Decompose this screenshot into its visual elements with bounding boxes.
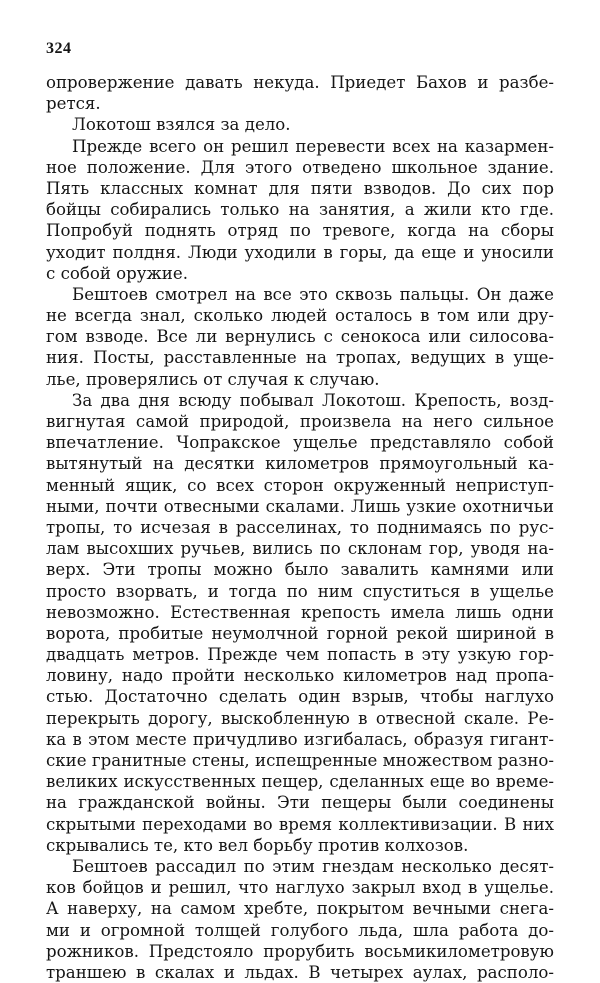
- text-line: ка в этом месте причудливо изгибалась, образуя гигант-: [46, 729, 554, 749]
- text-line: стью. Достаточно сделать один взрыв, чтобы наглухо: [46, 687, 554, 707]
- text-line: двадцать метров. Прежде чем попасть в эту узкую гор-: [46, 645, 554, 665]
- text-line: ными, почти отвесными скалами. Лишь узкие охотничьи: [46, 496, 554, 516]
- text-line: Пять классных комнат для пяти взводов. До сих пор: [46, 178, 554, 198]
- text-line: ков бойцов и решил, что наглухо закрыл вход в ущелье.: [46, 878, 554, 898]
- text-line: ские гранитные стены, испещренные множеством разно-: [46, 751, 554, 770]
- text-line: Бештоев рассадил по этим гнездам несколько десят-: [72, 856, 554, 876]
- text-line: невозможно. Естественная крепость имела лишь одни: [46, 602, 554, 622]
- text-line: просто взорвать, и тогда по ним спуститься в ущелье: [46, 581, 554, 601]
- text-line: рожников. Предстояло прорубить восьмикилометровую: [46, 941, 554, 961]
- text-line: с собой оружие.: [46, 263, 188, 283]
- body-text: [46, 72, 554, 983]
- text-line: ворота, пробитые неумолчной горной рекой шириной в: [46, 623, 554, 643]
- text-line: менный ящик, со всех сторон окруженный неприступ-: [46, 475, 554, 495]
- text-line: впечатление. Чопракское ущелье представляло собой: [46, 433, 554, 453]
- text-line: Попробуй поднять отряд по тревоге, когда на сборы: [46, 221, 554, 241]
- text-line: Локотош взялся за дело.: [72, 115, 291, 135]
- text-line: траншею в скалах и льдах. В четырех аулах, располо-: [46, 962, 554, 982]
- page-number: 324: [46, 40, 72, 57]
- text-line: ния. Посты, расставленные на тропах, ведущих в уще-: [46, 348, 554, 368]
- text-line: перекрыть дорогу, выскобленную в отвесной скале. Ре-: [46, 708, 554, 728]
- text-line: верх. Эти тропы можно было завалить камнями или: [46, 560, 554, 580]
- text-line: великих искусственных пещер, сделанных еще во време-: [46, 772, 554, 792]
- text-line: А наверху, на самом хребте, покрытом вечными снега-: [46, 899, 554, 919]
- text-line: вытянутый на десятки километров прямоугольный ка-: [46, 454, 554, 474]
- text-line: рется.: [46, 94, 101, 114]
- text-line: на гражданской войны. Эти пещеры были соединены: [46, 793, 554, 813]
- text-line: не всегда знал, сколько людей осталось в том или дру-: [46, 306, 554, 326]
- text-line: лье, проверялись от случая к случаю.: [46, 369, 380, 389]
- text-line: ное положение. Для этого отведено школьное здание.: [46, 157, 554, 177]
- text-line: ловину, надо пройти несколько километров над пропа-: [46, 666, 554, 686]
- text-line: За два дня всюду побывал Локотош. Крепость, возд-: [72, 390, 554, 410]
- text-line: опровержение давать некуда. Приедет Бахов и разбе-: [46, 73, 554, 92]
- text-line: гом взводе. Все ли вернулись с сенокоса или силосова-: [46, 327, 554, 347]
- text-line: скрытыми переходами во время коллективизации. В них: [46, 814, 554, 834]
- text-line: ми и огромной толщей голубого льда, шла работа до-: [46, 920, 554, 940]
- text-line: уходит полдня. Люди уходили в горы, да еще и уносили: [46, 242, 554, 262]
- text-line: Бештоев смотрел на все это сквозь пальцы. Он даже: [72, 284, 554, 304]
- text-line: вигнутая самой природой, произвела на него сильное: [46, 412, 554, 431]
- text-line: лам высохших ручьев, вились по склонам гор, уводя на-: [46, 539, 554, 559]
- text-line: бойцы собирались только на занятия, а жили кто где.: [46, 200, 554, 220]
- text-line: Прежде всего он решил перевести всех на казармен-: [72, 136, 554, 156]
- text-line: скрывались те, кто вел борьбу против колхозов.: [46, 835, 469, 855]
- text-line: тропы, то исчезая в расселинах, то поднимаясь по рус-: [46, 517, 554, 537]
